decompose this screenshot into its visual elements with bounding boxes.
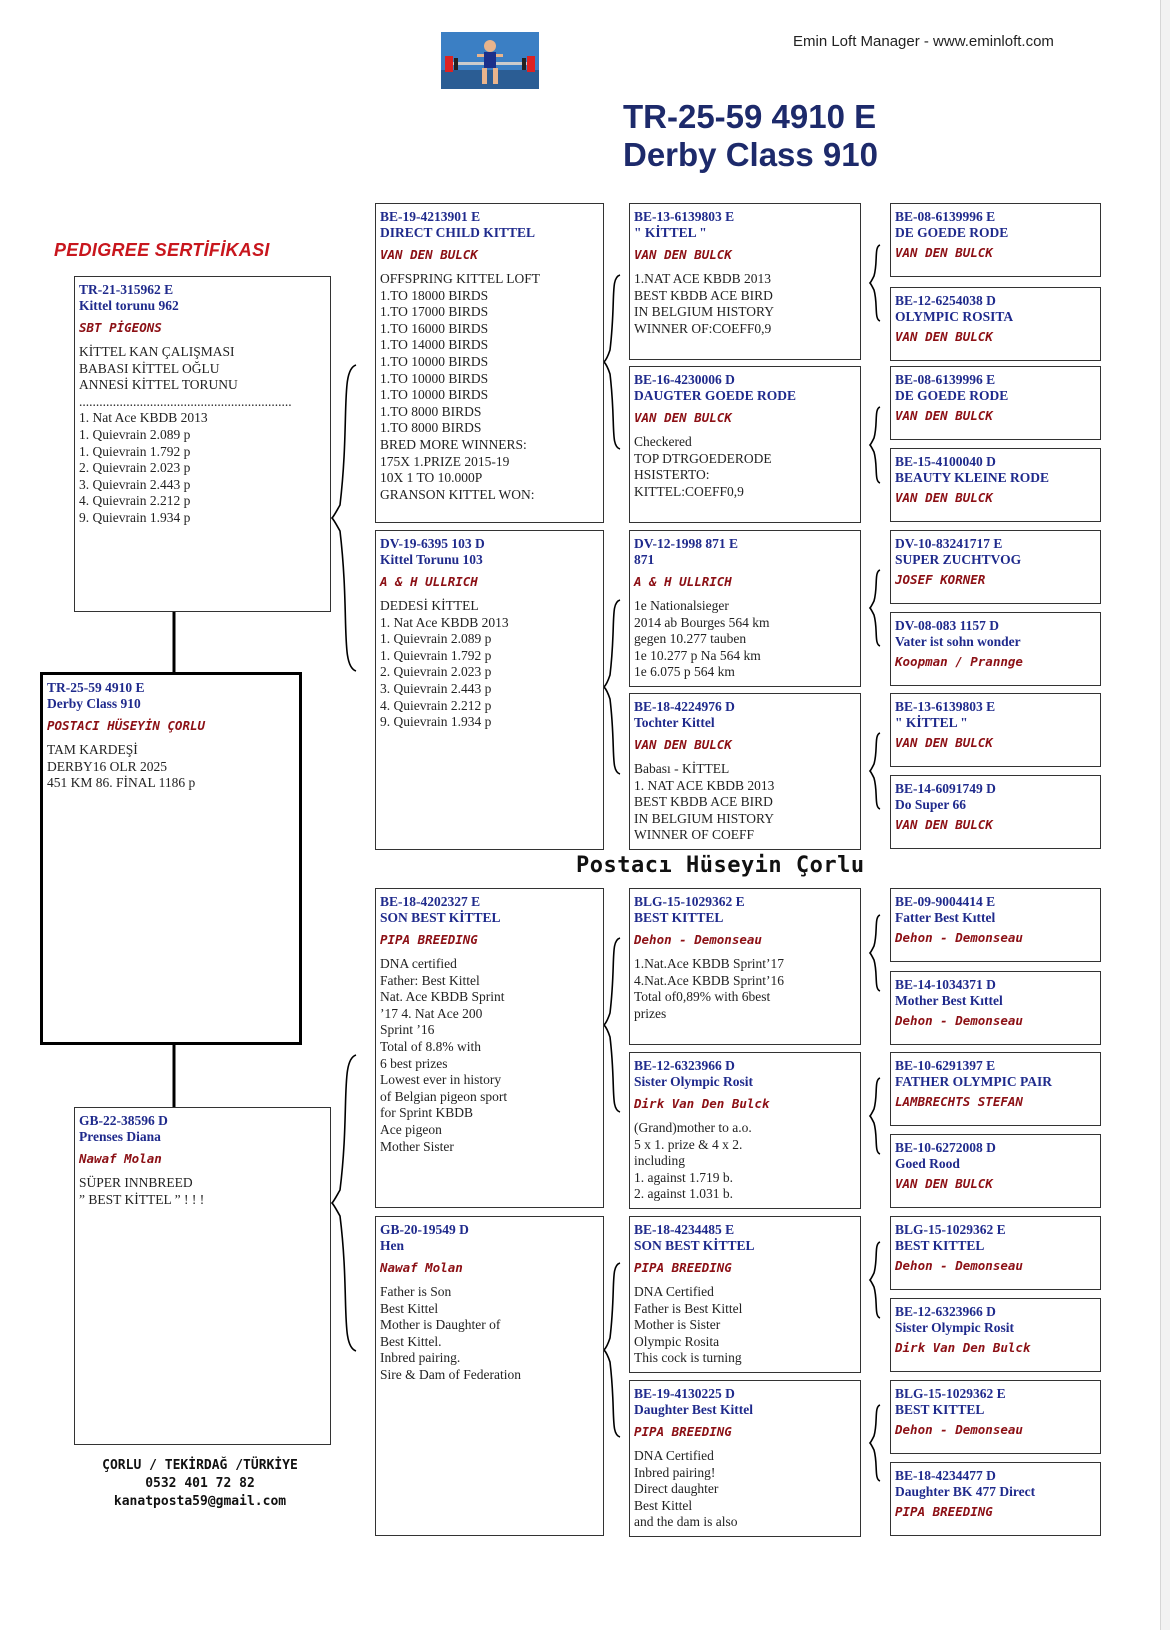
pigeon-name: BEST KITTEL [634,910,724,925]
note-line: BRED MORE WINNERS: [380,436,527,452]
ring-number: TR-21-315962 E [79,282,174,297]
note-line: GRANSON KITTEL WON: [380,486,535,502]
ring-number: BE-19-4130225 D [634,1386,735,1401]
pigeon-name: Daughter Best Kittel [634,1402,753,1417]
pigeon-name: OLYMPIC ROSITA [895,309,1014,324]
pigeon-card-g15 [890,1380,1101,1454]
pigeon-card-subject [40,672,302,1045]
note-line: for Sprint KBDB [380,1105,474,1121]
pigeon-card-g13 [890,1216,1101,1290]
pigeon-notes [47,742,295,792]
note-line: Sire & Dam of Federation [380,1366,521,1382]
breeder-name: VAN DEN BULCK [895,490,993,505]
pigeon-card-dds [629,1216,861,1373]
note-line: Sprint ’16 [380,1022,435,1038]
pigeon-name: Vater ist sohn wonder [895,634,1021,649]
ring-number: GB-20-19549 D [380,1222,469,1237]
ring-number: BE-12-6323966 D [895,1304,996,1319]
ring-number: BE-13-6139803 E [895,699,996,714]
pigeon-notes [79,1175,326,1208]
pigeon-card-dd [375,1216,604,1536]
note-line: Best Kittel [634,1497,693,1513]
note-line: 10X 1 TO 10.000P [380,470,483,486]
note-line: DNA Certified [634,1284,714,1299]
note-line: SÜPER INNBREED [79,1175,193,1190]
pigeon-card-sds [629,530,861,687]
pigeon-notes [634,761,856,844]
breeder-name: SBT PİGEONS [79,320,162,335]
note-line: 2. Quievrain 2.023 p [380,664,492,680]
breeder-name: VAN DEN BULCK [895,817,993,832]
breeder-name: PIPA BREEDING [634,1424,732,1439]
note-line: 1.TO 17000 BIRDS [380,304,489,320]
ring-number: BE-18-4234485 E [634,1222,735,1237]
note-line: 1. Quievrain 1.792 p [380,647,492,663]
ring-number: TR-25-59 4910 E [47,680,145,695]
note-line: 1.TO 14000 BIRDS [380,337,489,353]
pigeon-name: DE GOEDE RODE [895,388,1009,403]
pigeon-card-g7 [890,693,1101,767]
note-line: 1.NAT ACE KBDB 2013 [634,271,772,286]
pigeon-name: Hen [380,1238,405,1253]
ring-number: DV-10-83241717 E [895,536,1003,551]
note-line: 1.TO 18000 BIRDS [380,287,489,303]
certificate-heading: PEDIGREE SERTİFİKASI [54,240,270,260]
pigeon-name: DAUGTER GOEDE RODE [634,388,797,403]
note-line: 1e Nationalsieger [634,598,729,613]
pigeon-name: Do Super 66 [895,797,967,812]
note-line: ............................................................... [79,393,292,409]
note-line: Lowest ever in history [380,1072,502,1088]
pigeon-notes [380,1284,599,1384]
breeder-name: VAN DEN BULCK [895,735,993,750]
pigeon-card-ds [375,888,604,1208]
note-line: 1.TO 10000 BIRDS [380,370,489,386]
breeder-name: Dehon - Demonseau [895,930,1023,945]
breeder-name: VAN DEN BULCK [634,247,732,262]
breeder-name: A & H ULLRICH [634,574,732,589]
pigeon-name: Tochter Kittel [634,715,715,730]
breeder-name: PIPA BREEDING [895,1504,993,1519]
breeder-name: PIPA BREEDING [634,1260,732,1275]
breeder-name: Dehon - Demonseau [634,932,762,947]
note-line: OFFSPRING KITTEL LOFT [380,271,541,286]
title-name: Derby Class 910 [623,136,878,173]
note-line: Total of0,89% with 6best [634,989,771,1005]
pigeon-card-g9 [890,888,1101,962]
note-line: 3. Quievrain 2.443 p [79,476,191,492]
pigeon-notes [634,1448,856,1531]
note-line: Babası - KİTTEL [634,761,730,776]
breeder-name: JOSEF KORNER [895,572,986,587]
ring-number: BE-14-1034371 D [895,977,996,992]
note-line: 2. Quievrain 2.023 p [79,460,191,476]
breeder-name: Dirk Van Den Bulck [634,1096,770,1111]
note-line: HSISTERTO: [634,467,710,483]
breeder-name: VAN DEN BULCK [634,737,732,752]
ring-number: BE-09-9004414 E [895,894,996,909]
breeder-name: Dehon - Demonseau [895,1013,1023,1028]
note-line: Father is Best Kittel [634,1300,743,1316]
pigeon-notes [634,956,856,1022]
pigeon-name: Kittel torunu 962 [79,298,179,313]
pigeon-notes [79,344,326,527]
note-line: ’17 4. Nat Ace 200 [380,1005,483,1021]
note-line: 1e 10.277 p Na 564 km [634,647,761,663]
breeder-name: VAN DEN BULCK [895,408,993,423]
note-line: DEDESİ KİTTEL [380,598,479,613]
note-line: TAM KARDEŞİ [47,742,138,757]
pigeon-name: DIRECT CHILD KITTEL [380,225,536,240]
breeder-name: VAN DEN BULCK [634,410,732,425]
pigeon-name: Mother Best Kıttel [895,993,1003,1008]
note-line: This cock is turning [634,1350,742,1366]
ring-number: BLG-15-1029362 E [895,1386,1006,1401]
ring-number: BE-10-6291397 E [895,1058,996,1073]
pigeon-card-g2 [890,287,1101,361]
pigeon-name: BEST KITTEL [895,1238,985,1253]
note-line: and the dam is also [634,1514,738,1530]
pigeon-name: Kittel Torunu 103 [380,552,483,567]
note-line: 9. Quievrain 1.934 p [79,509,191,525]
contact-phone: 0532 401 72 82 [145,1476,255,1491]
pigeon-notes [634,1120,856,1203]
contact-email: kanatposta59@gmail.com [113,1494,287,1509]
pigeon-card-dss [629,888,861,1045]
breeder-name: POSTACI HÜSEYİN ÇORLU [47,718,206,733]
note-line: 2. against 1.031 b. [634,1186,733,1202]
pigeon-notes [634,434,856,500]
note-line: 5 x 1. prize & 4 x 2. [634,1136,743,1152]
pigeon-notes [380,271,599,503]
note-line: Mother Sister [380,1138,454,1154]
pigeon-card-g10 [890,971,1101,1045]
note-line: Best Kittel. [380,1333,442,1349]
ring-number: DV-12-1998 871 E [634,536,738,551]
breeder-name: LAMBRECHTS STEFAN [895,1094,1023,1109]
note-line: 4. Quievrain 2.212 p [380,697,492,713]
note-line: KİTTEL KAN ÇALIŞMASI [79,344,235,359]
ring-number: BE-13-6139803 E [634,209,735,224]
note-line: BEST KBDB ACE BIRD [634,287,773,303]
ring-number: BE-08-6139996 E [895,372,996,387]
note-line: 1. Quievrain 1.792 p [79,443,191,459]
note-line: 1.Nat.Ace KBDB Sprint’17 [634,956,784,971]
note-line: BABASI KİTTEL OĞLU [79,360,220,376]
pigeon-name: SUPER ZUCHTVOG [895,552,1022,567]
note-line: Nat. Ace KBDB Sprint [380,989,505,1005]
note-line: ” BEST KİTTEL ” ! ! ! [79,1191,205,1207]
note-line: WINNER OF:COEFF0,9 [634,320,772,336]
note-line: 9. Quievrain 1.934 p [380,714,492,730]
note-line: Checkered [634,434,692,449]
ring-number: BE-12-6254038 D [895,293,996,308]
note-line: Inbred pairing. [380,1350,461,1366]
note-line: 1. Nat Ace KBDB 2013 [380,614,509,630]
ring-number: BE-16-4230006 D [634,372,735,387]
note-line: Best Kittel [380,1300,439,1316]
pigeon-card-ddd [629,1380,861,1537]
note-line: TOP DTRGOEDERODE [634,450,772,466]
pigeon-name: Goed Rood [895,1156,960,1171]
pigeon-notes [380,598,599,731]
ring-number: BE-18-4202327 E [380,894,481,909]
pigeon-name: SON BEST KİTTEL [380,910,501,925]
pigeon-card-sd [375,530,604,850]
pigeon-name: FATHER OLYMPIC PAIR [895,1074,1053,1089]
ring-number: GB-22-38596 D [79,1113,168,1128]
pigeon-card-g8 [890,775,1101,849]
note-line: Mother is Sister [634,1317,721,1333]
pigeon-name: DE GOEDE RODE [895,225,1009,240]
ring-number: BLG-15-1029362 E [634,894,745,909]
note-line: 1.TO 8000 BIRDS [380,420,482,436]
pigeon-card-ss [375,203,604,523]
pigeon-notes [634,271,856,337]
title-ring: TR-25-59 4910 E [623,98,877,135]
breeder-name: Nawaf Molan [380,1260,463,1275]
note-line: DERBY16 OLR 2025 [47,758,168,774]
breeder-name: Dehon - Demonseau [895,1258,1023,1273]
breeder-name: Koopman / Prannge [895,654,1023,669]
note-line: 2014 ab Bourges 564 km [634,614,770,630]
pigeon-card-g1 [890,203,1101,277]
note-line: Olympic Rosita [634,1333,720,1349]
contact-location: ÇORLU / TEKİRDAĞ /TÜRKİYE [102,1458,298,1473]
note-line: IN BELGIUM HISTORY [634,304,775,320]
pigeon-card-sdd [629,693,861,850]
note-line: Total of 8.8% with [380,1038,482,1054]
breeder-name: VAN DEN BULCK [895,329,993,344]
pigeon-card-dsd [629,1052,861,1209]
note-line: Direct daughter [634,1481,719,1497]
ring-number: BE-18-4234477 D [895,1468,996,1483]
note-line: 4.Nat.Ace KBDB Sprint’16 [634,972,784,988]
note-line: DNA Certified [634,1448,714,1463]
ring-number: BE-14-6091749 D [895,781,996,796]
note-line: ANNESİ KİTTEL TORUNU [79,377,238,393]
pigeon-card-g5 [890,530,1101,604]
pigeon-notes [634,1284,856,1367]
note-line: 4. Quievrain 2.212 p [79,493,191,509]
pigeon-card-dam [74,1107,331,1445]
ring-number: BE-15-4100040 D [895,454,996,469]
note-line: 1. against 1.719 b. [634,1169,733,1185]
note-line: 1. Quievrain 2.089 p [380,631,492,647]
note-line: gegen 10.277 tauben [634,631,747,647]
note-line: IN BELGIUM HISTORY [634,810,775,826]
pigeon-notes [634,598,856,681]
pigeon-name: 871 [634,552,655,567]
ring-number: BE-12-6323966 D [634,1058,735,1073]
note-line: 1.TO 8000 BIRDS [380,403,482,419]
ring-number: BE-19-4213901 E [380,209,481,224]
pigeon-card-g6 [890,612,1101,686]
note-line: BEST KBDB ACE BIRD [634,794,773,810]
pigeon-name: SON BEST KİTTEL [634,1238,755,1253]
pigeon-name: Sister Olympic Rosit [895,1320,1014,1335]
pigeon-card-g4 [890,448,1101,522]
note-line: 1. NAT ACE KBDB 2013 [634,777,775,793]
pigeon-notes [380,956,599,1155]
contact-block [60,1457,340,1511]
breeder-name: VAN DEN BULCK [895,245,993,260]
pigeon-card-g14 [890,1298,1101,1372]
note-line: 6 best prizes [380,1055,448,1071]
breeder-name: VAN DEN BULCK [380,247,478,262]
ring-number: BE-18-4224976 D [634,699,735,714]
pigeon-name: Daughter BK 477 Direct [895,1484,1036,1499]
pigeon-name: Prenses Diana [79,1129,161,1144]
note-line: 1.TO 10000 BIRDS [380,353,489,369]
loft-name: Postacı Hüseyin Çorlu [576,853,865,878]
pigeon-card-sire [74,276,331,612]
note-line: DNA certified [380,956,457,971]
pigeon-name: " KİTTEL " [895,715,968,730]
page-title [623,98,878,174]
weightlifter-photo-icon [441,32,539,89]
note-line: 451 KM 86. FİNAL 1186 p [47,775,196,791]
note-line: 1. Nat Ace KBDB 2013 [79,410,208,426]
ring-number: BLG-15-1029362 E [895,1222,1006,1237]
ring-number: DV-08-083 1157 D [895,618,999,633]
pigeon-name: BEAUTY KLEINE RODE [895,470,1050,485]
ring-number: BE-10-6272008 D [895,1140,996,1155]
note-line: 1. Quievrain 2.089 p [79,426,191,442]
note-line: WINNER OF COEFF [634,827,755,843]
breeder-name: Nawaf Molan [79,1151,162,1166]
note-line: of Belgian pigeon sport [380,1088,508,1104]
note-line: (Grand)mother to a.o. [634,1120,752,1135]
note-line: Inbred pairing! [634,1464,716,1480]
pigeon-name: BEST KITTEL [895,1402,985,1417]
pigeon-name: Sister Olympic Rosit [634,1074,753,1089]
note-line: prizes [634,1005,667,1021]
pigeon-card-g12 [890,1134,1101,1208]
pigeon-card-sss [629,203,861,360]
note-line: 175X 1.PRIZE 2015-19 [380,453,510,469]
note-line: 3. Quievrain 2.443 p [380,680,492,696]
pigeon-card-g3 [890,366,1101,440]
ring-number: BE-08-6139996 E [895,209,996,224]
ring-number: DV-19-6395 103 D [380,536,485,551]
breeder-name: VAN DEN BULCK [895,1176,993,1191]
note-line: 1e 6.075 p 564 km [634,664,735,680]
note-line: Father: Best Kittel [380,972,480,988]
note-line: 1.TO 10000 BIRDS [380,387,489,403]
breeder-name: PIPA BREEDING [380,932,478,947]
pigeon-name: " KİTTEL " [634,225,707,240]
note-line: 1.TO 16000 BIRDS [380,320,489,336]
note-line: Ace pigeon [380,1121,442,1137]
software-credit: Emin Loft Manager - www.eminloft.com [793,33,1054,50]
note-line: KITTEL:COEFF0,9 [634,483,744,499]
breeder-name: Dirk Van Den Bulck [895,1340,1031,1355]
pigeon-card-g16 [890,1462,1101,1536]
note-line: including [634,1153,685,1169]
note-line: Father is Son [380,1284,452,1299]
pigeon-name: Fatter Best Kıttel [895,910,996,925]
pigeon-card-ssd [629,366,861,523]
pigeon-name: Derby Class 910 [47,696,141,711]
breeder-name: A & H ULLRICH [380,574,478,589]
note-line: Mother is Daughter of [380,1317,501,1333]
breeder-name: Dehon - Demonseau [895,1422,1023,1437]
pigeon-card-g11 [890,1052,1101,1126]
